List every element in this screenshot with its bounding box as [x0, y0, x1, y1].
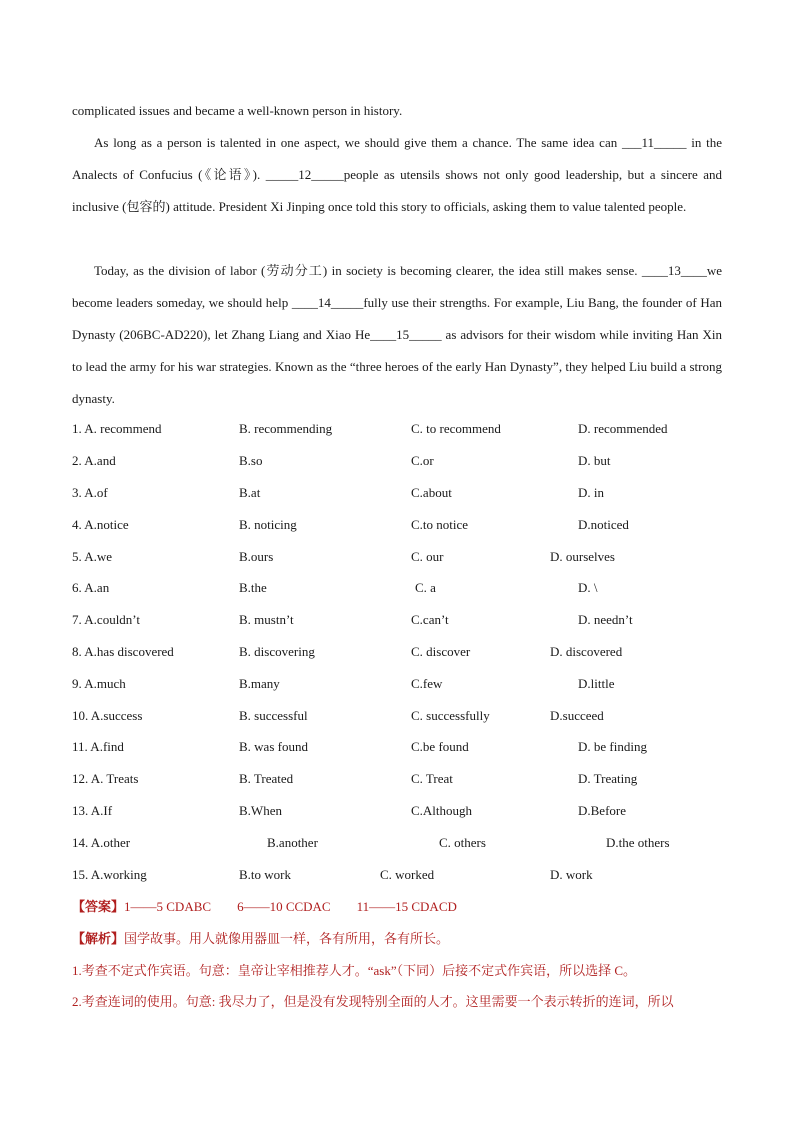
option-d: D. \ [578, 580, 598, 595]
option-b: B. discovering [239, 644, 315, 659]
option-row-10 [72, 700, 732, 732]
option-d: D. in [578, 485, 604, 500]
option-a: 10. A.success [72, 708, 143, 723]
option-c: C.or [411, 453, 434, 468]
option-c: C. others [439, 835, 486, 850]
option-b: B.the [239, 580, 267, 595]
option-a: 6. A.an [72, 580, 110, 595]
option-b: B.so [239, 453, 263, 468]
option-c: C.few [411, 676, 443, 691]
option-c: C.can’t [411, 612, 449, 627]
option-row-1 [72, 413, 732, 445]
option-b: B. noticing [239, 517, 297, 532]
option-a: 13. A.If [72, 803, 113, 818]
option-b: B. mustn’t [239, 612, 294, 627]
option-c: C.about [411, 485, 452, 500]
option-a: 14. A.other [72, 835, 131, 850]
option-row-6 [72, 572, 732, 604]
option-a: 4. A.notice [72, 517, 129, 532]
option-b: B.When [239, 803, 282, 818]
answer-line [72, 891, 732, 923]
option-a: 8. A.has discovered [72, 644, 174, 659]
answer-group-3: 11——15 CDACD [356, 899, 457, 914]
option-c: C.Although [411, 803, 473, 818]
note-1: 1.考查不定式作宾语。句意：皇帝让宰相推荐人才。“ask”（下同）后接不定式作宾语，所以选择 C。 [72, 963, 637, 978]
option-a: 11. A.find [72, 739, 124, 754]
option-d: D. recommended [578, 421, 668, 436]
option-c: C. a [415, 580, 436, 595]
option-row-9 [72, 668, 732, 700]
option-d: D.little [578, 676, 615, 691]
analysis-tag: 【解析】 [72, 931, 125, 946]
option-b: B. was found [239, 739, 308, 754]
option-d: D.Before [578, 803, 627, 818]
option-b: B.ours [239, 549, 274, 564]
option-c: C. successfully [411, 708, 490, 723]
option-b: B. Treated [239, 771, 294, 786]
option-a: 15. A.working [72, 867, 147, 882]
option-b: B.at [239, 485, 261, 500]
option-d: D. ourselves [550, 549, 615, 564]
option-d: D. work [550, 867, 593, 882]
option-row-3 [72, 477, 732, 509]
answer-tag: 【答案】 [72, 899, 125, 914]
option-b: B. recommending [239, 421, 333, 436]
option-a: 7. A.couldn’t [72, 612, 141, 627]
option-b: B.to work [239, 867, 291, 882]
option-b: B.many [239, 676, 280, 691]
answer-group-2: 6——10 CCDAC [237, 899, 331, 914]
option-d: D.noticed [578, 517, 629, 532]
option-a: 2. A.and [72, 453, 116, 468]
option-c: C. our [411, 549, 444, 564]
option-c: C. worked [380, 867, 435, 882]
option-row-5 [72, 541, 732, 573]
option-b: B.another [267, 835, 318, 850]
option-row-12 [72, 763, 732, 795]
note-2: 2.考查连词的使用。句意: 我尽力了，但是没有发现特别全面的人才。这里需要一个表示转折的连词，所以 [72, 994, 674, 1009]
option-row-7 [72, 604, 732, 636]
answer-group-1: 1——5 CDABC [124, 899, 212, 914]
option-a: 1. A. recommend [72, 421, 162, 436]
option-d: D. needn’t [578, 612, 633, 627]
option-row-11 [72, 731, 732, 763]
option-a: 9. A.much [72, 676, 126, 691]
option-c: C.to notice [411, 517, 469, 532]
option-row-4 [72, 509, 732, 541]
passage-paragraph-3: Today, as the division of labor (劳动分工) in society is becoming clearer, the idea still makes sense. ____13____we become leaders someday, we should help ____14_____fully use their strengths. For example, Liu Bang, the founder of Han Dynasty (206BC-AD220), let Zhang Liang and Xiao He____15_____ as advisors for their wisdom while inviting Han Xin to lead the army for his war strategies. Known as the “three heroes of the early Han Dynasty”, they helped Liu build a strong dynasty. [72, 263, 722, 406]
option-d: D.the others [606, 835, 670, 850]
option-row-14 [72, 827, 732, 859]
option-d: D.succeed [550, 708, 604, 723]
option-a: 12. A. Treats [72, 771, 139, 786]
analysis-text: 国学故事。用人就像用器皿一样，各有所用，各有所长。 [124, 931, 450, 946]
passage-line-continuation: complicated issues and became a well-known person in history. [72, 103, 403, 118]
option-d: D. be finding [578, 739, 647, 754]
option-d: D. Treating [578, 771, 638, 786]
option-c: C. Treat [411, 771, 453, 786]
option-row-15 [72, 859, 732, 891]
option-c: C. discover [411, 644, 471, 659]
option-c: C. to recommend [411, 421, 501, 436]
passage-paragraph-2: As long as a person is talented in one aspect, we should give them a chance. The same idea can ___11_____ in the Analects of Confucius (《论语》). _____12_____people as utensils shows not only good leadership, but a sincere and inclusive (包容的) attitude. President Xi Jinping once told this story to officials, asking them to value talented people. [72, 135, 722, 214]
analysis-line [72, 923, 732, 955]
option-row-13 [72, 795, 732, 827]
option-b: B. successful [239, 708, 308, 723]
option-c: C.be found [411, 739, 469, 754]
option-d: D. but [578, 453, 611, 468]
option-d: D. discovered [550, 644, 623, 659]
option-row-2 [72, 445, 732, 477]
option-a: 5. A.we [72, 549, 113, 564]
option-a: 3. A.of [72, 485, 108, 500]
option-row-8 [72, 636, 732, 668]
